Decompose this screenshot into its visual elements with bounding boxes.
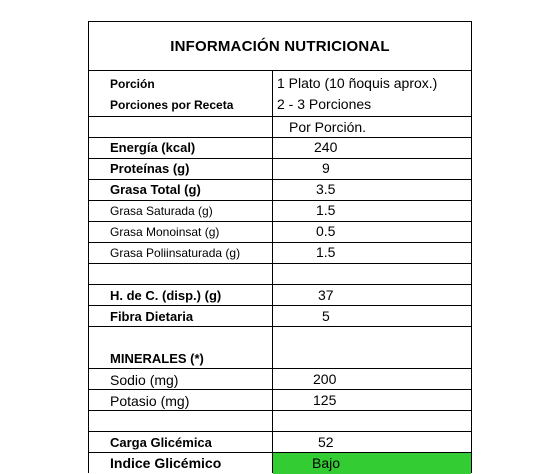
servings-label: Porciones por Receta: [110, 98, 234, 112]
row-value: 52: [318, 434, 334, 450]
table-title: INFORMACIÓN NUTRICIONAL: [89, 22, 471, 71]
row-label: Sodio (mg): [110, 372, 179, 388]
row-value: 240: [314, 139, 338, 155]
divider: [89, 326, 471, 327]
row-label: Grasa Saturada (g): [110, 204, 213, 218]
minerals-heading: MINERALES (*): [110, 351, 204, 366]
row-label: Grasa Monoinsat (g): [110, 225, 220, 239]
divider: [89, 242, 471, 243]
portion-value: 1 Plato (10 ñoquis aprox.): [277, 75, 438, 91]
divider: [89, 179, 471, 180]
divider: [89, 116, 471, 117]
row-value: 200: [313, 371, 337, 387]
row-value: 9: [322, 160, 330, 176]
divider: [89, 389, 471, 390]
divider: [89, 158, 471, 159]
divider: [89, 368, 471, 369]
divider: [89, 263, 471, 264]
row-value: 1.5: [316, 202, 336, 218]
row-label: H. de C. (disp.) (g): [110, 288, 222, 303]
row-label: Fibra Dietaria: [110, 309, 194, 324]
row-label: Energía (kcal): [110, 140, 196, 155]
column-divider: [272, 71, 273, 473]
row-label: Carga Glicémica: [110, 435, 212, 450]
row-value: 1.5: [316, 244, 336, 260]
per-portion-header: Por Porción.: [289, 119, 367, 135]
row-label: Proteínas (g): [110, 161, 190, 176]
row-value: 37: [318, 287, 334, 303]
divider: [89, 137, 471, 138]
divider: [89, 221, 471, 222]
row-value: Bajo: [312, 455, 341, 471]
divider: [89, 284, 471, 285]
row-value: 125: [313, 392, 337, 408]
nutrition-table: [88, 21, 472, 473]
divider: [89, 305, 471, 306]
glycemic-index-highlight: [273, 453, 471, 474]
servings-value: 2 - 3 Porciones: [277, 96, 372, 112]
row-value: 0.5: [316, 223, 336, 239]
portion-label: Porción: [110, 77, 155, 91]
row-label: Grasa Poliinsaturada (g): [110, 246, 241, 260]
row-label: Indice Glicémico: [110, 455, 222, 471]
row-value: 5: [322, 308, 330, 324]
row-label: Grasa Total (g): [110, 182, 201, 197]
divider: [89, 431, 471, 432]
row-label: Potasio (mg): [110, 393, 190, 409]
divider: [89, 200, 471, 201]
row-value: 3.5: [316, 181, 336, 197]
divider: [89, 410, 471, 411]
